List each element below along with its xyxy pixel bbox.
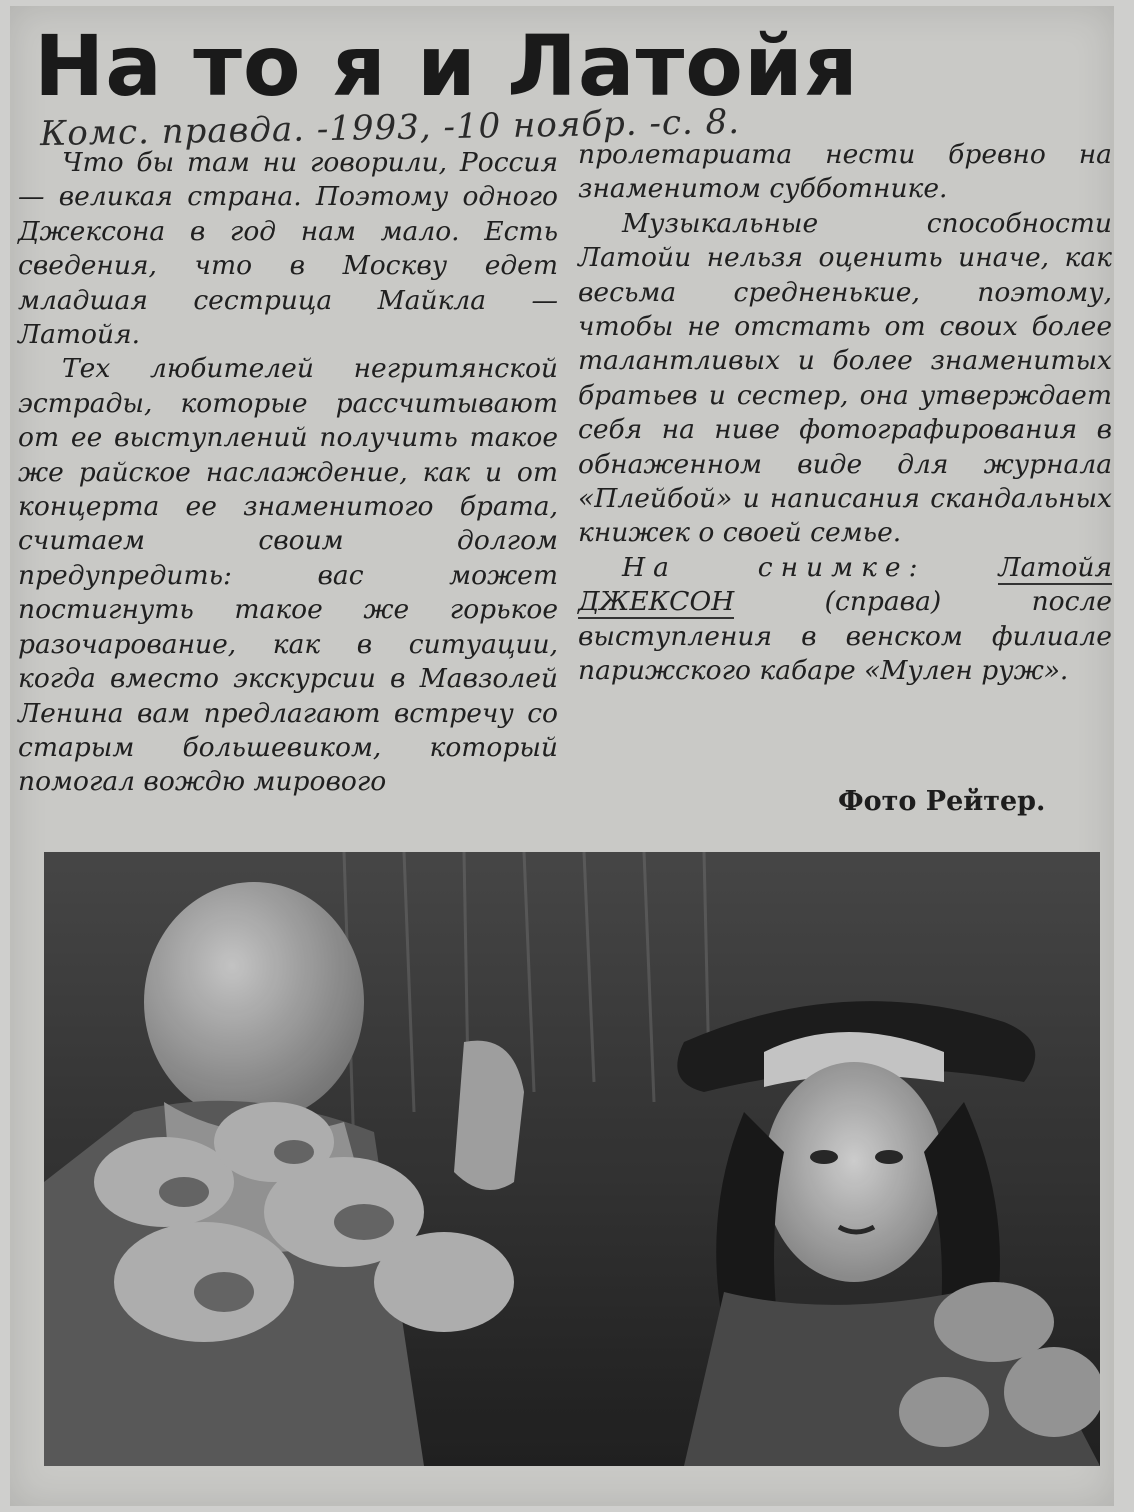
left-column [18, 146, 558, 800]
caption-lead: На снимке: [622, 551, 926, 583]
right-paragraph-1: пролетариата нести бревно на знаменитом субботнике. [578, 139, 1112, 205]
photo-credit: Фото Рейтер. [838, 786, 1046, 817]
photo-illustration [44, 852, 1100, 1466]
left-paragraph-2: Тех любителей негритянской эстрады, которые рассчитывают от ее выступлений получить такое же райское наслаждение, как и от концерта ее знаменитого брата, считаем своим долгом предупредить: вас может постигнуть такое же горькое разочарование, как в ситуации, когда вместо экскурсии в Мавзолей Ленина вам предлагают встречу со старым большевиком, который помогал вождю мирового [18, 353, 558, 798]
caption-rest: (справа) после выступления в венском филиале парижского кабаре «Мулен руж». [578, 586, 1112, 687]
right-column [578, 138, 1112, 689]
newspaper-clipping [10, 6, 1114, 1506]
photo-caption [578, 551, 1112, 689]
caption-name: Латойя ДЖЕКСОН [578, 551, 1112, 618]
news-photo [44, 852, 1100, 1466]
handwritten-source-note: Комс. правда. -1993, -10 ноябр. -с. 8. [39, 101, 741, 155]
right-paragraph-2: Музыкальные способности Латойи нельзя оценить иначе, как весьма средненькие, поэтому, чтобы не отстать от своих более талантливых и более знаменитых братьев и сестер, она утверждает себя на ниве фотографирования в обнаженном виде для журнала «Плейбой» и написания скандальных книжек о своей семье. [578, 207, 1112, 549]
headline: На то я и Латойя [34, 17, 859, 115]
left-paragraph-1: Что бы там ни говорили, Россия — великая страна. Поэтому одного Джексона в год нам мало. Есть сведения, что в Москву едет младшая сестрица Майкла — Латойя. [18, 147, 558, 351]
